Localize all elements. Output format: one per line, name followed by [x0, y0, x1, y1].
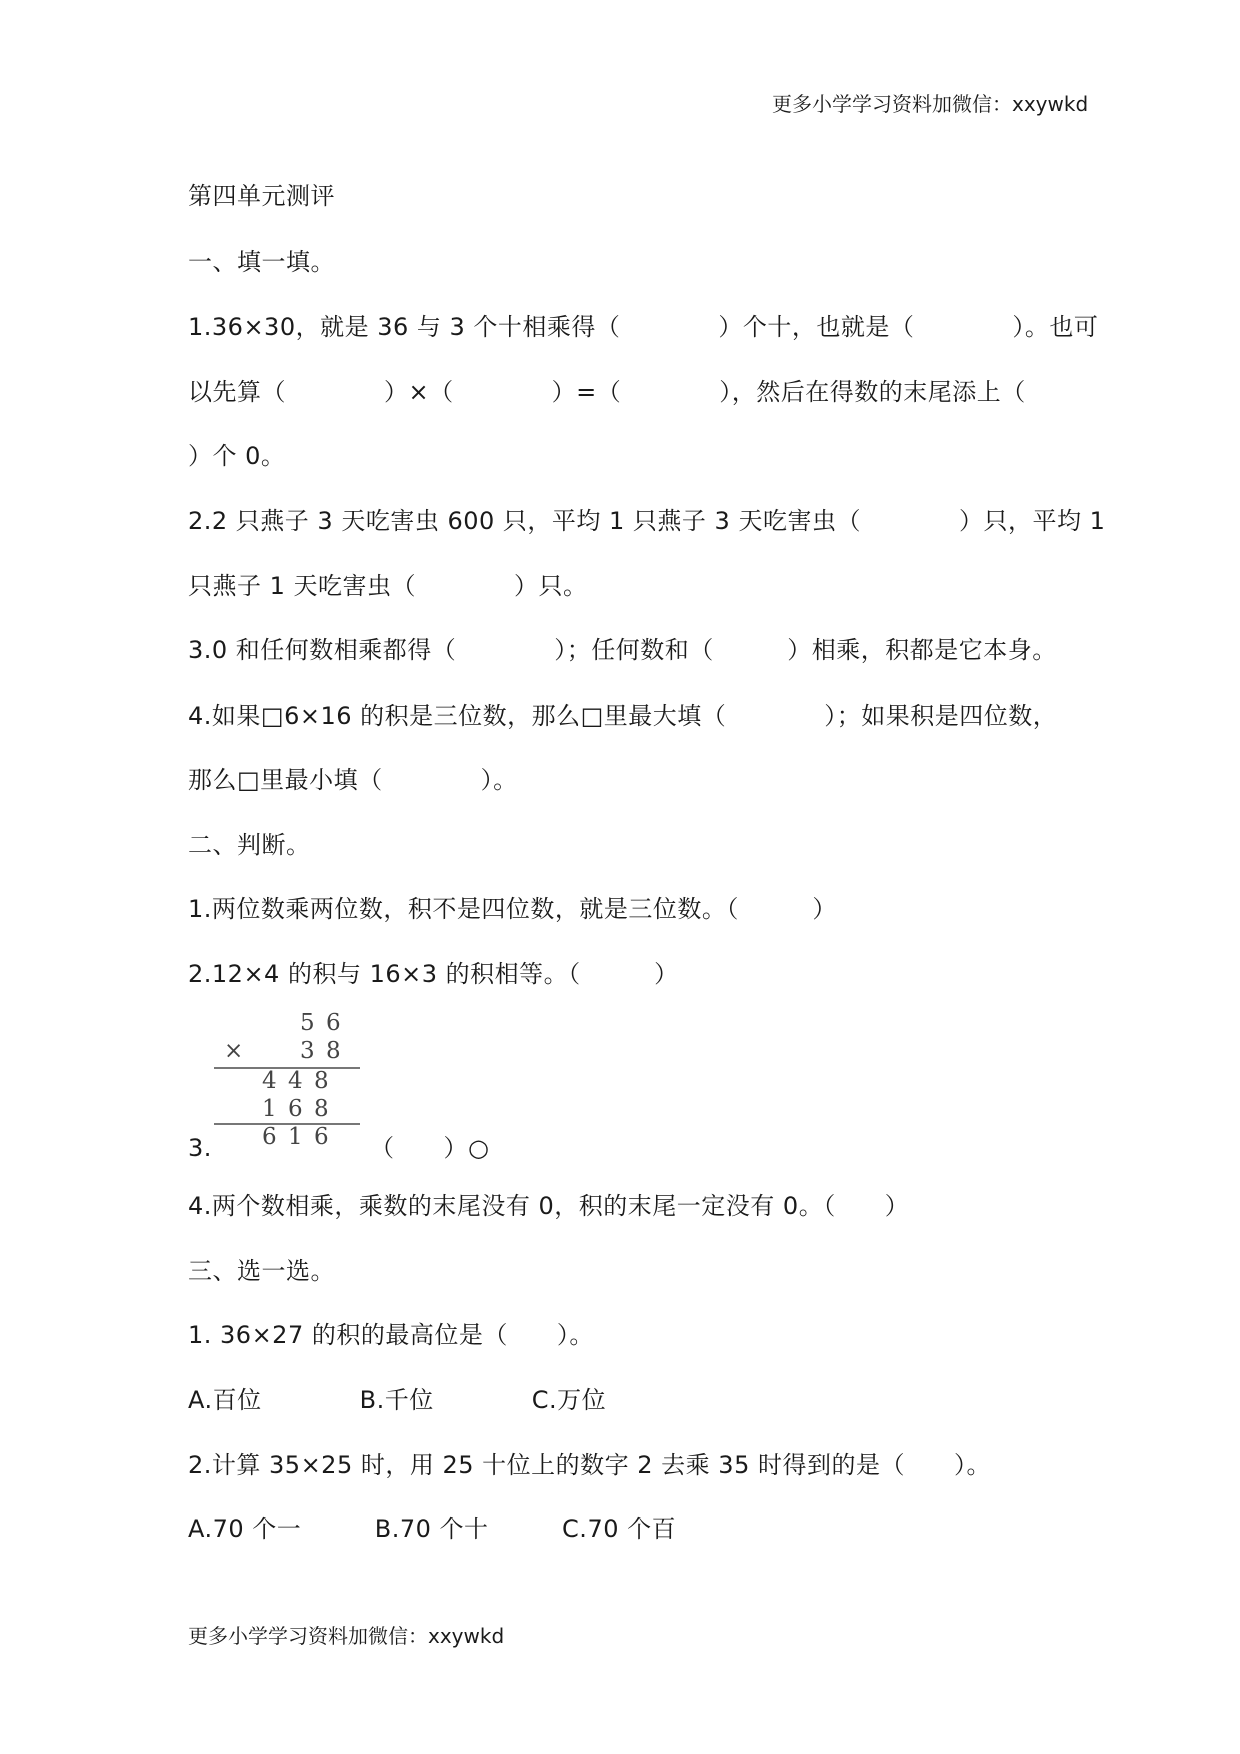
- calc-digit: 8: [326, 1038, 341, 1064]
- choice-options: A.百位 B.千位 C.万位: [188, 1386, 607, 1414]
- calc-rule: [214, 1067, 360, 1069]
- choice-question: 2.计算 35×25 时，用 25 十位上的数字 2 去乘 35 时得到的是（ ）。: [188, 1451, 991, 1479]
- question-line: 3.0 和任何数相乘都得（ ）；任何数和（ ）相乘，积都是它本身。: [188, 636, 1057, 664]
- calc-digit: 6: [314, 1124, 329, 1150]
- multiply-sign: ×: [224, 1038, 244, 1064]
- vertical-multiplication: [214, 1010, 364, 1150]
- judgment-item-3-number: 3.: [188, 1134, 212, 1162]
- calc-digit: 6: [326, 1010, 341, 1036]
- question-line: 那么□里最小填（ ）。: [188, 766, 518, 794]
- judgment-item-3-answer: （ ）○: [370, 1134, 490, 1162]
- section-heading-2: 二、判断。: [188, 831, 311, 859]
- calc-digit: 6: [262, 1124, 277, 1150]
- question-line: 4.如果□6×16 的积是三位数，那么□里最大填（ ）；如果积是四位数，: [188, 702, 1058, 730]
- choice-options: A.70 个一 B.70 个十 C.70 个百: [188, 1515, 677, 1543]
- calc-digit: 5: [300, 1010, 315, 1036]
- judgment-item: 4.两个数相乘，乘数的末尾没有 0，积的末尾一定没有 0。（ ）: [188, 1192, 910, 1220]
- calc-digit: 8: [314, 1096, 329, 1122]
- calc-digit: 1: [262, 1096, 277, 1122]
- section-heading-1: 一、填一填。: [188, 248, 335, 276]
- question-line: 以先算（ ）×（ ）=（ ），然后在得数的末尾添上（: [188, 378, 1026, 406]
- section-heading-3: 三、选一选。: [188, 1257, 335, 1285]
- calc-digit: 4: [288, 1068, 303, 1094]
- calc-rule: [214, 1123, 360, 1125]
- calc-digit: 1: [288, 1124, 303, 1150]
- question-line: ）个 0。: [188, 442, 286, 470]
- page-header: 更多小学学习资料加微信：xxywkd: [772, 92, 1089, 116]
- question-line: 只燕子 1 天吃害虫（ ）只。: [188, 572, 588, 600]
- page-title: 第四单元测评: [188, 182, 335, 210]
- choice-question: 1. 36×27 的积的最高位是（ ）。: [188, 1321, 594, 1349]
- judgment-item: 1.两位数乘两位数，积不是四位数，就是三位数。（ ）: [188, 895, 837, 923]
- question-line: 1.36×30，就是 36 与 3 个十相乘得（ ）个十，也就是（ ）。也可: [188, 313, 1099, 341]
- calc-digit: 8: [314, 1068, 329, 1094]
- calc-digit: 6: [288, 1096, 303, 1122]
- question-line: 2.2 只燕子 3 天吃害虫 600 只，平均 1 只燕子 3 天吃害虫（ ）只，平均 1: [188, 507, 1106, 535]
- calc-digit: 4: [262, 1068, 277, 1094]
- page-footer: 更多小学学习资料加微信：xxywkd: [188, 1624, 505, 1648]
- calc-digit: 3: [300, 1038, 315, 1064]
- judgment-item: 2.12×4 的积与 16×3 的积相等。（ ）: [188, 960, 679, 988]
